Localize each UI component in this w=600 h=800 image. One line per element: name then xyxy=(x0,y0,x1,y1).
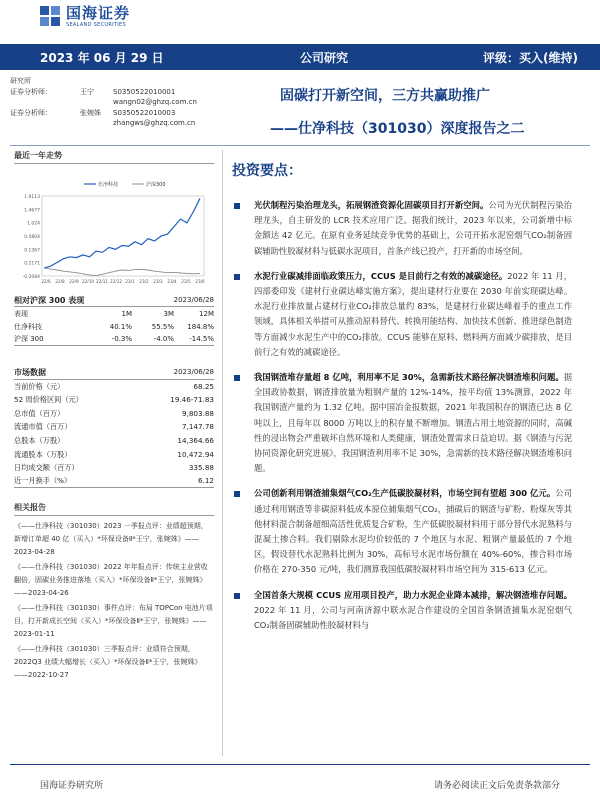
x-tick-label: 22/6 xyxy=(41,279,51,284)
table-row: 日均成交额（百万） 335.88 xyxy=(14,463,214,473)
series-line-stock xyxy=(44,198,200,268)
x-tick-label: 23/5 xyxy=(181,279,191,284)
table-row: 总市值（百万） 9,803.88 xyxy=(14,408,214,418)
report-type: 公司研究 xyxy=(300,50,349,65)
title-divider xyxy=(10,145,590,146)
trend-title: 最近一年走势 xyxy=(14,150,214,164)
highlights-heading: 投资要点： xyxy=(232,163,302,179)
legend-label-index: 沪深300 xyxy=(146,182,166,188)
report-date: 2023 年 06 月 29 日 xyxy=(40,50,164,65)
table-row: 52 周价格区间（元） 19.46-71.83 xyxy=(14,395,214,405)
footer-divider xyxy=(10,764,590,765)
trend-chart-svg xyxy=(14,170,214,290)
related-report-link[interactable]: 《——仕净科技（301030）三季报点评：业绩符合预期，2022Q3 业绩大幅增长（买入）*环保设备Ⅱ*王宁，张婉姝》——2022-10-27 xyxy=(14,645,202,680)
chart-frame xyxy=(42,196,204,276)
logo-cn: 国海证券 xyxy=(66,4,131,22)
legend-label-stock: 仕净科技 xyxy=(98,182,119,188)
x-tick-label: 23/6 xyxy=(195,279,205,284)
report-title: 固碳打开新空间，三方共赢助推广 xyxy=(280,88,490,104)
x-tick-label: 22/10 xyxy=(81,279,95,284)
logo-mark-icon xyxy=(40,6,62,28)
y-tick-label: -0.2084 xyxy=(22,275,40,280)
table-row: 流通市值（百万） 7,147.78 xyxy=(14,422,214,432)
highlight-item: 我国钢渣堆存量超 8 亿吨，利用率不足 30%，急需新技术路径解决钢渣堆积问题。据全国政协数据，钢渣排放量为粗钢产量的 12%-14%，按平均值 13%测算，2022 年我国钢渣产量约为 1.32 亿吨。据中国冶金报数据，2021 年我国积存的钢渣已达 8 亿吨以上，且每年以 8000 万吨以上的积存量不断增加。钢渣占用土地资源的同时，高碱性的浸出物会严重破坏自然环境和人类健康，钢渣处置需求日益迫切。据《钢渣与污泥协同资源化研究进展》，我国钢渣利用率不足 30%，急需新的技术路径解决钢渣堆积问题。 xyxy=(232,370,572,476)
left-sidebar xyxy=(14,150,214,684)
report-subtitle: ——仕净科技（301030）深度报告之二 xyxy=(270,121,525,137)
x-tick-label: 22/11 xyxy=(95,279,109,284)
relative-title: 相对沪深 300 表现 xyxy=(14,295,85,305)
y-tick-label: 0.2171 xyxy=(24,261,40,267)
table-row: 当前价格（元） 68.25 xyxy=(14,381,214,391)
series-line-index xyxy=(44,268,200,276)
footer-institute: 国海证券研究所 xyxy=(40,781,104,791)
y-tick-label: 0.1367 xyxy=(24,248,40,254)
x-tick-label: 23/4 xyxy=(167,279,177,284)
logo-en: SEALAND SECURITIES xyxy=(66,22,126,28)
market-data-table xyxy=(14,366,214,488)
header-bar xyxy=(0,44,600,70)
investment-highlights xyxy=(232,160,572,643)
table-row: 沪深 300 -0.3% -4.0% -14.5% xyxy=(14,333,214,346)
x-tick-label: 22/12 xyxy=(109,279,123,284)
institute-label: 研究所 xyxy=(10,77,31,85)
highlight-item: 公司创新利用钢渣捕集烟气CO₂生产低碳胶凝材料，市场空间有望超 300 亿元。公司通过利用钢渣等非碳原料低成本原位捕集烟气CO₂，捕碳后的钢渣与矿粉、粉煤灰等其他材料混合制备超细高活性优质复合矿粉，生产低碳胶凝材料用于部分替代水泥熟料与混凝土掺合料。我们剔除水泥均价较低的 7 个地区与水泥、粗钢产量最低的 7 个地区，假设替代水泥熟料比例为 30%，高标号水泥市场份额在 40%-60%，掺合料市场价格在 270-350 元/吨，我们测算我国低碳胶凝材料市场空间为 315-613 亿元。 xyxy=(232,486,572,577)
related-report-link[interactable]: 《——仕净科技（301030）2022 年年报点评：传统主业营收翻倍，固碳业务推进落地（买入）*环保设备Ⅱ*王宁，张婉姝》——2023-04-26 xyxy=(14,563,208,598)
y-tick-label: 1.024 xyxy=(27,221,40,227)
table-header-row: 表现 1M 3M 12M xyxy=(14,309,214,318)
related-report-link[interactable]: 《——仕净科技（301030）2023 一季报点评：业绩超预期，新增订单超 40 亿（买入）*环保设备Ⅱ*王宁，张婉姝》——2023-04-28 xyxy=(14,522,208,557)
related-reports xyxy=(14,502,214,682)
y-tick-label: 1.4677 xyxy=(24,208,40,214)
x-tick-label: 22/9 xyxy=(69,279,79,284)
table-row: 仕净科技 40.1% 55.5% 184.8% xyxy=(14,322,214,331)
highlight-item: 光伏制程污染治理龙头，拓展钢渣资源化固碳项目打开新空间。公司为光伏制程污染治理龙头，自主研发的 LCR 技术应用广泛。据我们统计，2023 年以来，公司新增中标金额达 42 亿元。在原有业务延续竞争优势的基础上，公司开拓水泥窑烟气CO₂制备固碳辅助性胶凝材料与低碳水泥项目，首条产线已投产，打开新的市场空间。 xyxy=(232,198,572,259)
related-title: 相关报告 xyxy=(14,502,214,516)
highlight-item: 全国首条大规模 CCUS 应用项目投产，助力水泥企业降本减排，解决钢渣堆存问题。2022 年 11 月，公司与河南济源中联水泥合作建设的全国首条钢渣捕集水泥窑烟气CO₂制备固碳辅助性胶凝材料与 xyxy=(232,588,572,634)
relative-date: 2023/06/28 xyxy=(173,296,214,304)
y-tick-label: 1.9113 xyxy=(24,195,40,200)
rating-label: 评级：买入(维持) xyxy=(483,50,578,65)
table-row: 流通股本（万股） 10,472.94 xyxy=(14,449,214,459)
market-title: 市场数据 xyxy=(14,367,46,377)
highlight-item: 水泥行业碳减排面临政策压力，CCUS 是目前行之有效的减碳途径。2022 年 11 月，四部委印发《建材行业碳达峰实施方案》，提出建材行业要在 2030 年前实现碳达峰。水泥行业排放量占建材行业CO₂排放总量约 83%，是建材行业碳达峰着手的重点工作领域，具体相关举措可从推动原料替代、转换用能结构、加快技术创新、推进绿色制造等方面减少水泥生产中的CO₂排放。CCUS 能够在原料、燃料两方面减少碳排放，是目前行之有效的减碳途径。 xyxy=(232,269,572,360)
relative-performance-table xyxy=(14,294,214,346)
x-tick-label: 23/3 xyxy=(153,279,163,284)
related-report-link[interactable]: 《——仕净科技（301030）事件点评：布局 TOPCon 电池片项目，打开新成长空间（买入）*环保设备Ⅱ*王宁，张婉姝》——2023-01-11 xyxy=(14,604,213,639)
company-logo xyxy=(40,4,130,30)
x-tick-label: 23/1 xyxy=(125,279,135,284)
y-tick-label: 0.5804 xyxy=(24,235,40,240)
trend-chart xyxy=(14,170,214,290)
footer-disclaimer: 请务必阅读正文后免责条款部分 xyxy=(433,781,560,791)
table-row: 近一月换手（%） 6.12 xyxy=(14,475,214,489)
market-date: 2023/06/28 xyxy=(173,367,214,376)
x-tick-label: 22/8 xyxy=(55,279,65,284)
table-row: 总股本（万股） 14,364.66 xyxy=(14,435,214,445)
x-tick-label: 23/2 xyxy=(139,279,149,284)
column-divider xyxy=(222,150,223,756)
